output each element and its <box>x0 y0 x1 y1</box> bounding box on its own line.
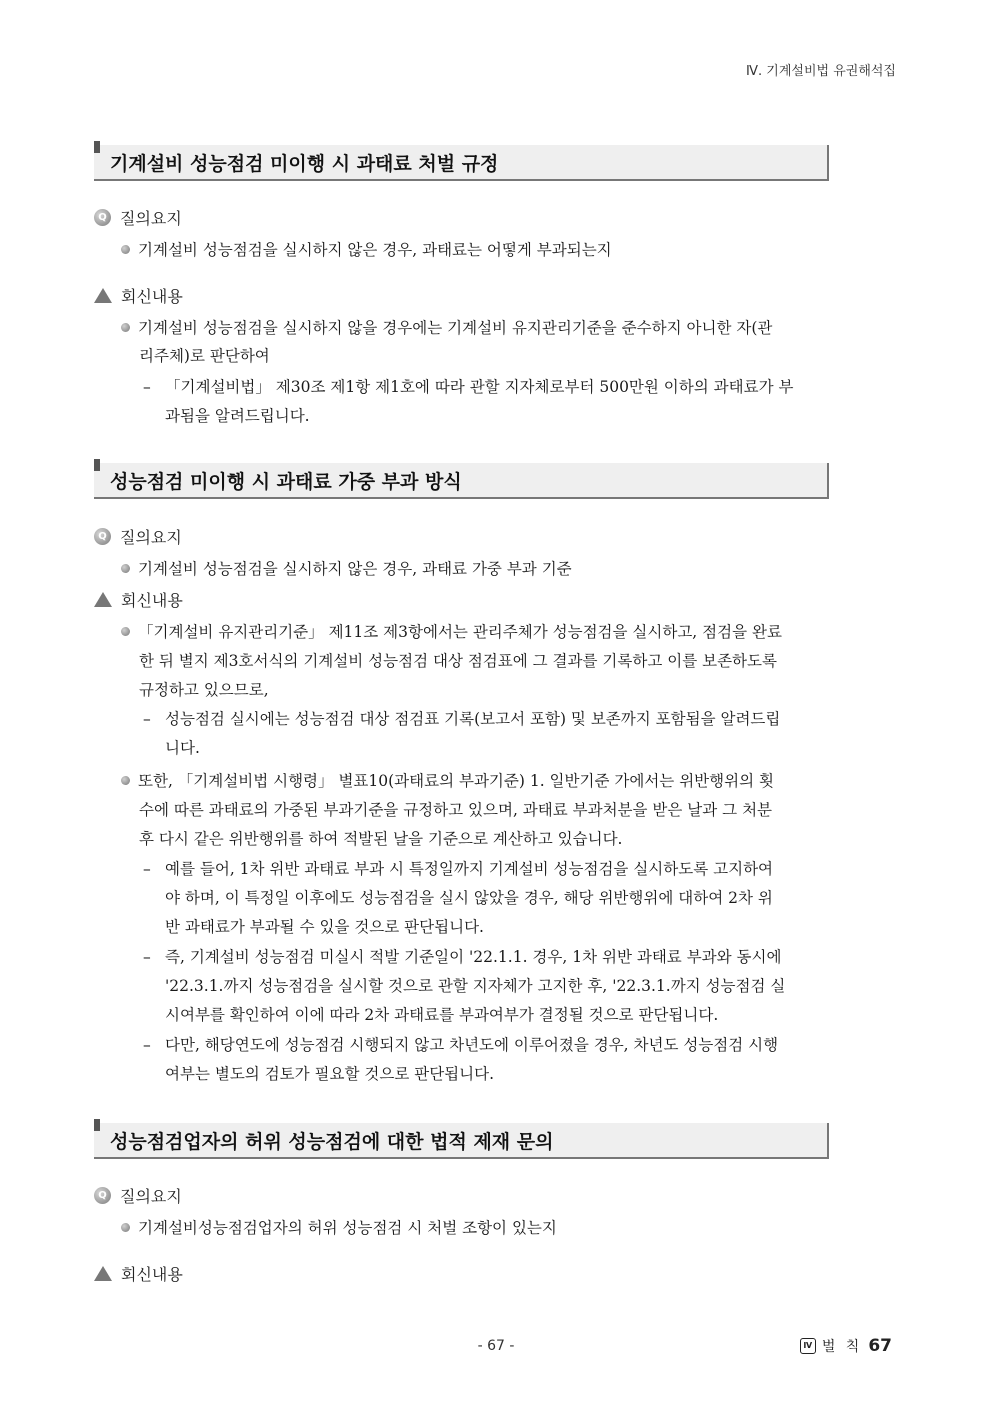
answer-heading <box>94 1262 183 1285</box>
answer-text-line: 규정하고 있으므로, <box>139 681 269 699</box>
answer-icon <box>94 288 112 303</box>
answer-text-line: 시여부를 확인하여 이에 따라 2차 과태료를 부과여부가 결정될 것으로 판단됩니다. <box>165 1006 719 1024</box>
answer-icon <box>94 592 112 607</box>
question-heading <box>94 525 182 548</box>
question-icon: Q <box>94 209 111 226</box>
answer-text-line: 야 하며, 이 특정일 이후에도 성능점검을 실시 않았을 경우, 해당 위반행위에 대하여 2차 위 <box>165 889 773 907</box>
section-marker <box>94 141 100 153</box>
section-title: 기계설비 성능점검 미이행 시 과태료 처벌 규정 <box>110 153 499 175</box>
bullet-icon <box>121 323 130 332</box>
answer-label: 회신내용 <box>121 591 183 610</box>
question-label: 질의요지 <box>120 528 182 547</box>
question-text: 기계설비 성능점검을 실시하지 않은 경우, 과태료는 어떻게 부과되는지 <box>121 236 901 266</box>
answer-label: 회신내용 <box>121 1265 183 1284</box>
question-label: 질의요지 <box>120 209 182 228</box>
question-text: 기계설비 성능점검을 실시하지 않은 경우, 과태료 가중 부과 기준 <box>121 555 901 585</box>
answer-text-line: 후 다시 같은 위반행위를 하여 적발된 날을 기준으로 계산하고 있습니다. <box>139 830 623 848</box>
section-title: 성능점검 미이행 시 과태료 가중 부과 방식 <box>110 471 462 493</box>
answer-dash-item: – 즉, 기계설비 성능점검 미실시 적발 기준일이 '22.1.1. 경우, 1차 위반 과태료 부과와 동시에 <box>143 948 782 966</box>
section-marker <box>94 1119 100 1131</box>
answer-text-line: 한 뒤 별지 제3호서식의 기계설비 성능점검 대상 점검표에 그 결과를 기록하고 이를 보존하도록 <box>139 652 777 670</box>
answer-dash-item: – 「기계설비법」 제30조 제1항 제1호에 따라 관할 지자체로부터 500만원 이하의 과태료가 부 <box>143 378 794 396</box>
question-heading <box>94 206 182 229</box>
answer-label: 회신내용 <box>121 287 183 306</box>
answer-text-line: 수에 따른 과태료의 가중된 부과기준을 규정하고 있으며, 과태료 부과처분을 받은 날과 그 처분 <box>139 801 773 819</box>
answer-text-line: 과됨을 알려드립니다. <box>165 407 310 425</box>
answer-text-line: '22.3.1.까지 성능점검을 실시할 것으로 관할 지자체가 고지한 후, '22.3.1.까지 성능점검 실 <box>165 977 786 995</box>
answer-dash-item: – 예를 들어, 1차 위반 과태료 부과 시 특정일까지 기계설비 성능점검을 실시하도록 고지하여 <box>143 860 774 878</box>
answer-text-line: 반 과태료가 부과될 수 있을 것으로 판단됩니다. <box>165 918 484 936</box>
running-header: Ⅳ. 기계설비법 유권해석집 <box>746 64 896 79</box>
page-number: - 67 - <box>477 1338 515 1354</box>
question-icon: Q <box>94 528 111 545</box>
answer-text-line: 여부는 별도의 검토가 필요할 것으로 판단됩니다. <box>165 1065 495 1083</box>
answer-dash-item: – 성능점검 실시에는 성능점검 대상 점검표 기록(보고서 포함) 및 보존까지 포함됨을 알려드립 <box>143 710 781 728</box>
section-title-bar <box>94 1123 829 1159</box>
part-label: 벌 칙 <box>821 1339 863 1355</box>
answer-text-line: 리주체)로 판단하여 <box>139 347 270 365</box>
bullet-icon <box>121 564 130 573</box>
section-title-bar <box>94 145 829 181</box>
question-icon: Q <box>94 1187 111 1204</box>
answer-bullet: 기계설비 성능점검을 실시하지 않을 경우에는 기계설비 유지관리기준을 준수하지 아니한 자(관 <box>121 314 901 344</box>
section-marker <box>94 459 100 471</box>
answer-heading <box>94 284 183 307</box>
footer-part-indicator <box>800 1336 892 1356</box>
answer-icon <box>94 1266 112 1281</box>
answer-bullet: 「기계설비 유지관리기준」 제11조 제3항에서는 관리주체가 성능점검을 실시하고, 점검을 완료 <box>121 618 901 648</box>
part-page: 67 <box>868 1336 892 1356</box>
bullet-icon <box>121 1223 130 1232</box>
answer-bullet: 또한, 「기계설비법 시행령」 별표10(과태료의 부과기준) 1. 일반기준 가에서는 위반행위의 횟 <box>121 767 901 797</box>
question-heading <box>94 1184 182 1207</box>
part-mark-icon: Ⅳ <box>800 1338 816 1354</box>
section-title: 성능점검업자의 허위 성능점검에 대한 법적 제재 문의 <box>110 1131 554 1153</box>
bullet-icon <box>121 627 130 636</box>
question-text: 기계설비성능점검업자의 허위 성능점검 시 처벌 조항이 있는지 <box>121 1214 901 1244</box>
bullet-icon <box>121 776 130 785</box>
answer-text-line: 니다. <box>165 739 200 757</box>
bullet-icon <box>121 245 130 254</box>
section-title-bar <box>94 463 829 499</box>
question-label: 질의요지 <box>120 1187 182 1206</box>
answer-dash-item: – 다만, 해당연도에 성능점검 시행되지 않고 차년도에 이루어졌을 경우, 차년도 성능점검 시행 <box>143 1036 779 1054</box>
answer-heading <box>94 588 183 611</box>
